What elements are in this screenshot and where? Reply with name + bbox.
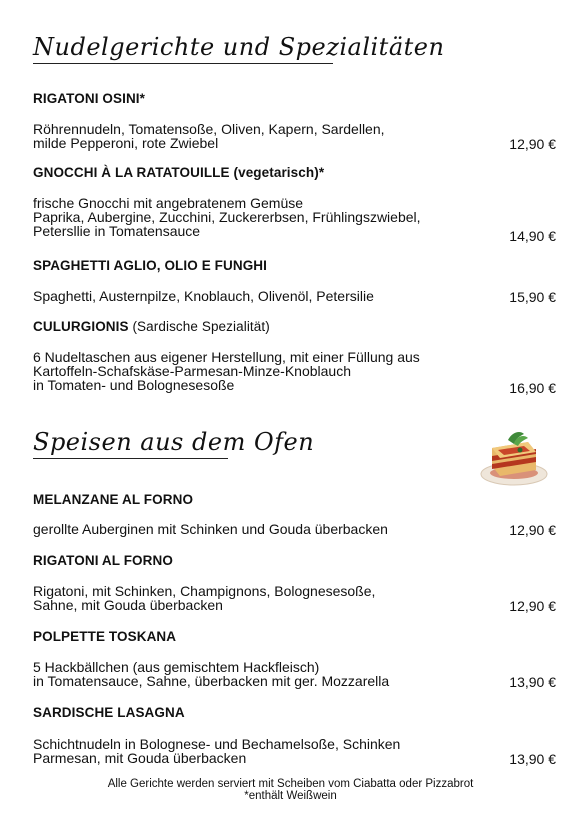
description-line: gerollte Auberginen mit Schinken und Gouda überbacken (33, 521, 388, 537)
dish-price: 13,90 € (509, 674, 556, 690)
dish-name-text: SPAGHETTI AGLIO, OLIO E FUNGHI (33, 258, 268, 273)
description-line: 6 Nudeltaschen aus eigener Herstellung, mit einer Füllung aus (33, 349, 420, 365)
footer-note (0, 778, 581, 802)
dish-description (33, 737, 503, 765)
description-line: in Tomatensauce, Sahne, überbacken mit ger. Mozzarella (33, 673, 390, 689)
description-line: Spaghetti, Austernpilze, Knoblauch, Olivenöl, Petersilie (33, 288, 374, 304)
dish-description (33, 584, 503, 612)
description-line: Sahne, mit Gouda überbacken (33, 597, 223, 613)
title-underline (33, 458, 228, 460)
dish-name-text: RIGATONI OSINI* (33, 91, 146, 106)
description-line: in Tomaten- und Bolognesesoße (33, 377, 235, 393)
description-line: Kartoffeln-Schafskäse-Parmesan-Minze-Knoblauch (33, 363, 352, 379)
dish-description (33, 522, 503, 536)
dish-name-text: RIGATONI AL FORNO (33, 553, 173, 568)
description-line: Parmesan, mit Gouda überbacken (33, 750, 247, 766)
dish-name (33, 553, 173, 568)
section-title-text: Speisen aus dem Ofen (33, 428, 315, 456)
description-line: Rigatoni, mit Schinken, Champignons, Bolognesesoße, (33, 583, 376, 599)
dish-name (33, 629, 176, 644)
description-line: frische Gnocchi mit angebratenem Gemüse (33, 195, 304, 211)
dish-name-text: GNOCCHI À LA RATATOUILLE (vegetarisch)* (33, 165, 325, 180)
dish-description (33, 289, 503, 303)
dish-note: (Sardische Spezialität) (128, 319, 270, 334)
dish-name (33, 91, 145, 106)
section-title-text: Nudelgerichte und Spezialitäten (33, 33, 445, 61)
dish-name (33, 492, 193, 507)
description-line: Petersllie in Tomatensauce (33, 223, 201, 239)
description-line: 5 Hackbällchen (aus gemischtem Hackfleisch) (33, 659, 320, 675)
dish-description (33, 196, 503, 238)
description-line: Schichtnudeln in Bolognese- und Bechamelsoße, Schinken (33, 736, 401, 752)
dish-name-text: MELANZANE AL FORNO (33, 492, 194, 507)
dish-description (33, 350, 503, 392)
dish-price: 12,90 € (509, 598, 556, 614)
lasagna-plate-image (478, 418, 550, 490)
dish-name-text: POLPETTE TOSKANA (33, 629, 177, 644)
description-line: milde Pepperoni, rote Zwiebel (33, 135, 219, 151)
description-line: Röhrennudeln, Tomatensoße, Oliven, Kapern, Sardellen, (33, 121, 385, 137)
dish-price: 14,90 € (509, 228, 556, 244)
dish-price: 12,90 € (509, 522, 556, 538)
section-title-pasta (33, 33, 444, 61)
dish-price: 15,90 € (509, 289, 556, 305)
footer-line: *enthält Weißwein (244, 790, 337, 802)
dish-price: 12,90 € (509, 136, 556, 152)
title-underline (33, 63, 333, 65)
dish-name (33, 705, 185, 720)
dish-name (33, 319, 270, 334)
dish-name (33, 258, 267, 273)
footer-line: Alle Gerichte werden serviert mit Scheiben vom Ciabatta oder Pizzabrot (107, 778, 474, 790)
description-line: Paprika, Aubergine, Zucchini, Zuckererbsen, Frühlingszwiebel, (33, 209, 421, 225)
dish-description (33, 122, 503, 150)
dish-price: 13,90 € (509, 751, 556, 767)
dish-name-text: SARDISCHE LASAGNA (33, 705, 185, 720)
dish-name-text: CULURGIONIS (33, 319, 129, 334)
dish-name (33, 165, 324, 180)
dish-price: 16,90 € (509, 380, 556, 396)
section-title-oven (33, 428, 314, 456)
dish-description (33, 660, 503, 688)
